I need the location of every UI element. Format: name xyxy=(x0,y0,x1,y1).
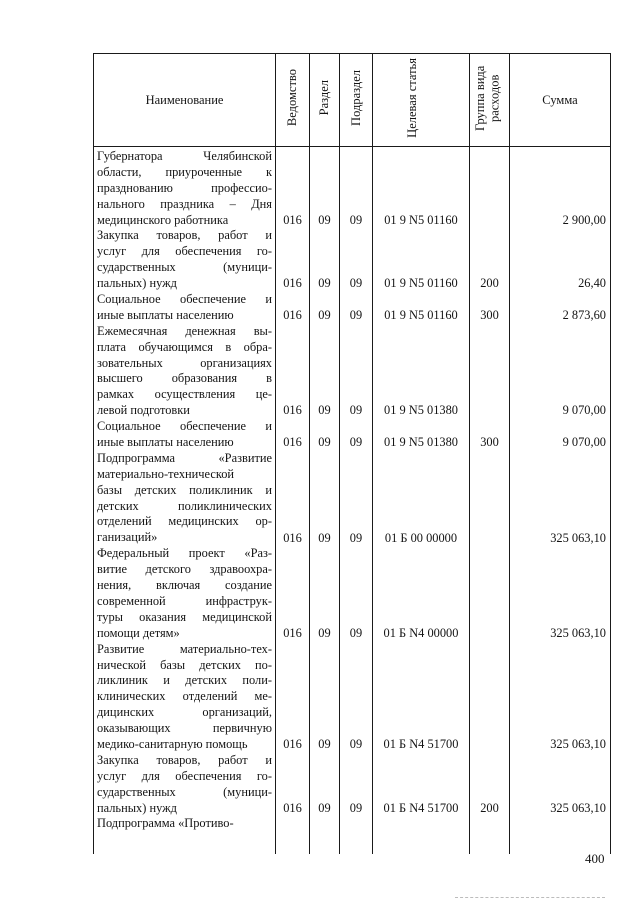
scan-artifact xyxy=(455,897,605,900)
name-line: области, приуроченные к xyxy=(97,164,272,179)
name-line: сударственных (муници- xyxy=(97,260,272,275)
name-line: празднованию профессио- xyxy=(97,180,272,195)
sum-value: 9 070,00 xyxy=(562,435,606,450)
pod-value: 09 xyxy=(349,800,363,815)
name-line: материально-технической xyxy=(97,466,235,481)
name-line: плата обучающимся в обра- xyxy=(97,339,272,354)
name-line: нической базы детских по- xyxy=(97,657,272,672)
sum-value: 2 873,60 xyxy=(562,308,606,322)
name-line: иные выплаты населению xyxy=(97,307,234,322)
sum-value: 2 900,00 xyxy=(562,212,606,227)
name-line: туры оказания медицинской xyxy=(97,609,272,624)
cs-value: 01 Б N4 00000 xyxy=(383,626,459,640)
name-line: базы детских поликлиник и xyxy=(97,482,272,497)
name-line: Закупка товаров, работ и xyxy=(97,228,272,243)
cs-value: 01 9 N5 01160 xyxy=(384,308,458,322)
raz-value: 09 xyxy=(318,212,331,227)
name-lines xyxy=(97,149,272,832)
sum-value: 9 070,00 xyxy=(562,403,606,418)
name-line: Федеральный проект «Раз- xyxy=(97,546,272,561)
header-celevaya-statya: Целевая статья xyxy=(373,54,470,147)
grp-value: 300 xyxy=(480,308,499,322)
budget-table xyxy=(93,53,611,854)
cs-value: 01 9 N5 01380 xyxy=(384,403,458,418)
name-line: медицинского работника xyxy=(97,212,229,227)
header-name: Наименование xyxy=(94,54,276,147)
name-line: медико-санитарную помощь xyxy=(97,736,248,751)
name-line: левой подготовки xyxy=(97,403,190,418)
raz-value: 09 xyxy=(318,435,331,450)
name-line: нального праздника – Дня xyxy=(97,196,272,211)
grp-value: 200 xyxy=(480,800,499,815)
pod-value: 09 xyxy=(349,276,363,291)
name-line: рамках осуществления це- xyxy=(97,387,272,402)
raz-value: 09 xyxy=(318,276,331,291)
raz-value: 09 xyxy=(318,800,331,815)
name-line: высшего образования в xyxy=(97,371,272,386)
name-line: отделений медицинских ор- xyxy=(97,514,272,529)
cs-value: 01 Б N4 51700 xyxy=(383,737,459,752)
body-row xyxy=(94,147,611,855)
sum-value: 325 063,10 xyxy=(550,626,606,640)
podrazdel-column xyxy=(340,147,373,855)
header-summa: Сумма xyxy=(510,54,611,147)
name-line: Закупка товаров, работ и xyxy=(97,752,272,767)
ved-value: 016 xyxy=(283,737,302,752)
pod-value: 09 xyxy=(349,626,363,640)
pod-value: 09 xyxy=(349,403,363,418)
name-line: нения, включая создание xyxy=(97,578,272,593)
name-line: Социальное обеспечение и xyxy=(97,419,272,434)
raz-value: 09 xyxy=(318,737,331,752)
name-line: иные выплаты населению xyxy=(97,435,234,450)
name-line: ликлиник и детских поли- xyxy=(97,673,272,688)
name-line: оказывающих первичную xyxy=(97,721,272,736)
cs-value: 01 9 N5 01160 xyxy=(384,212,458,227)
name-line: витие детского здравоохра- xyxy=(97,562,272,577)
name-line: пальных) нужд xyxy=(97,800,177,815)
header-gruppa-vida-rashodov: Группа вида расходов xyxy=(470,54,510,147)
ved-value: 016 xyxy=(283,308,302,322)
raz-value: 09 xyxy=(318,530,331,545)
pod-value: 09 xyxy=(349,737,363,752)
name-line: помощи детям» xyxy=(97,625,180,640)
grp-value: 300 xyxy=(480,435,499,450)
pod-value: 09 xyxy=(349,212,363,227)
vedomstvo-column xyxy=(276,147,310,855)
ved-value: 016 xyxy=(283,800,302,815)
name-line: клинических отделений ме- xyxy=(97,689,272,704)
name-line: Социальное обеспечение и xyxy=(97,292,272,307)
sum-value: 26,40 xyxy=(578,276,606,291)
grp-value: 200 xyxy=(480,276,499,291)
sum-value: 325 063,10 xyxy=(550,530,606,545)
name-line: зовательных организациях xyxy=(97,355,272,370)
header-vedomstvo: Ведомство xyxy=(276,54,310,147)
name-line: услуг для обеспечения го- xyxy=(97,768,272,783)
cs-value: 01 Б 00 00000 xyxy=(384,530,458,545)
name-column xyxy=(94,147,276,855)
cs-value: 01 Б N4 51700 xyxy=(383,800,459,815)
ved-value: 016 xyxy=(283,403,302,418)
ved-value: 016 xyxy=(283,212,302,227)
name-line: детских поликлинических xyxy=(97,498,272,513)
summa-column xyxy=(510,147,611,855)
cs-value: 01 9 N5 01160 xyxy=(384,276,458,291)
name-line: Губернатора Челябинской xyxy=(97,149,272,163)
pod-value: 09 xyxy=(349,530,363,545)
cs-value: 01 9 N5 01380 xyxy=(384,435,458,450)
header-row xyxy=(94,54,611,147)
name-line: Подпрограмма «Развитие xyxy=(97,450,272,465)
gruppa-column xyxy=(470,147,510,855)
name-line: Подпрограмма «Противо- xyxy=(97,816,234,831)
page-number: 400 xyxy=(585,851,605,866)
pod-value: 09 xyxy=(349,435,363,450)
name-line: дицинских организаций, xyxy=(97,705,272,720)
razdel-column xyxy=(310,147,340,855)
name-line: пальных) нужд xyxy=(97,276,177,291)
name-line: ганизаций» xyxy=(97,530,158,545)
name-line: Развитие материально-тех- xyxy=(97,641,272,656)
header-razdel: Раздел xyxy=(310,54,340,147)
name-line: Ежемесячная денежная вы- xyxy=(97,323,272,338)
pod-value: 09 xyxy=(349,308,363,322)
raz-value: 09 xyxy=(318,308,331,322)
name-line: сударственных (муници- xyxy=(97,784,272,799)
ved-value: 016 xyxy=(283,276,302,291)
name-line: услуг для обеспечения го- xyxy=(97,244,272,259)
header-podrazdel: Подраздел xyxy=(340,54,373,147)
celevaya-column xyxy=(373,147,470,855)
sum-value: 325 063,10 xyxy=(550,800,606,815)
raz-value: 09 xyxy=(318,626,331,640)
name-line: современной инфраструк- xyxy=(97,593,272,608)
ved-value: 016 xyxy=(283,626,302,640)
ved-value: 016 xyxy=(283,435,302,450)
sum-value: 325 063,10 xyxy=(550,737,606,752)
ved-value: 016 xyxy=(283,530,302,545)
raz-value: 09 xyxy=(318,403,331,418)
